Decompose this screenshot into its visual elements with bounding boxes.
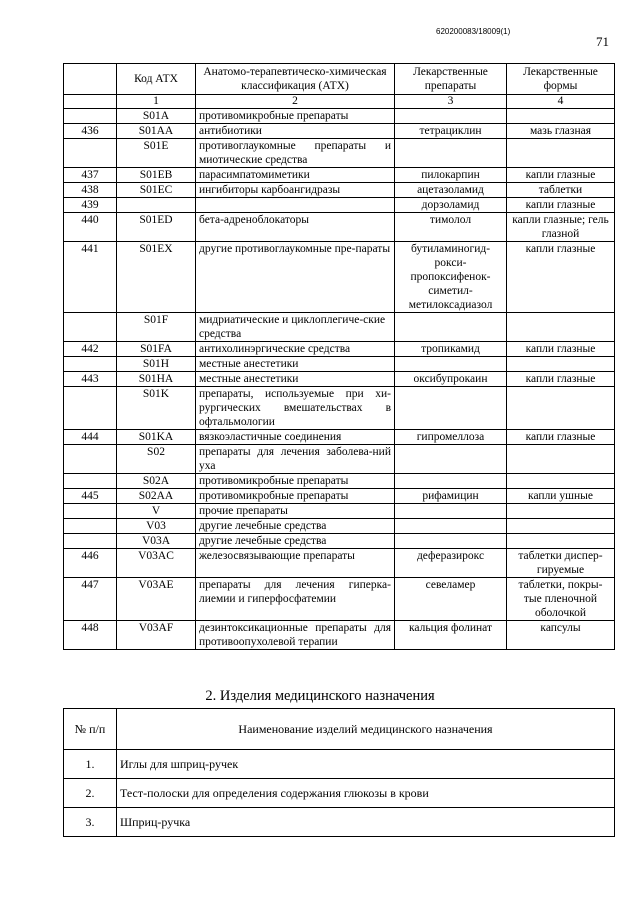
atx-code-cell: S01EC xyxy=(117,183,196,198)
section-title: 2. Изделия медицинского назначения xyxy=(205,688,435,704)
table-row xyxy=(64,183,615,198)
classification-cell: местные анестетики xyxy=(196,357,395,372)
header-cell-drugs: Лекарственные препараты xyxy=(395,64,507,95)
dosage-form-cell xyxy=(507,357,615,372)
column-number: 4 xyxy=(507,95,615,109)
classification-cell: препараты для лечения гиперка-лиемии и гиперфосфатемии xyxy=(196,578,395,621)
drug-name-cell: деферазирокс xyxy=(395,549,507,578)
atx-code-cell: V03AF xyxy=(117,621,196,650)
drug-name-cell xyxy=(395,313,507,342)
device-number-cell: 3. xyxy=(64,808,117,837)
table-row xyxy=(64,372,615,387)
column-number-blank xyxy=(64,95,117,109)
row-number-cell xyxy=(64,474,117,489)
table-row xyxy=(64,534,615,549)
device-name-cell: Шприц-ручка xyxy=(117,808,615,837)
dosage-form-cell xyxy=(507,474,615,489)
table-row xyxy=(64,430,615,445)
table-row xyxy=(64,474,615,489)
row-number-cell xyxy=(64,445,117,474)
classification-cell: вязкоэластичные соединения xyxy=(196,430,395,445)
row-number-cell: 443 xyxy=(64,372,117,387)
table-row xyxy=(64,489,615,504)
row-number-cell: 446 xyxy=(64,549,117,578)
dosage-form-cell: капли ушные xyxy=(507,489,615,504)
classification-cell: другие лечебные средства xyxy=(196,534,395,549)
atx-code-cell: S01KA xyxy=(117,430,196,445)
row-number-cell: 445 xyxy=(64,489,117,504)
drug-name-cell: ацетазоламид xyxy=(395,183,507,198)
classification-cell: антихолинэргические средства xyxy=(196,342,395,357)
classification-cell: ингибиторы карбоангидразы xyxy=(196,183,395,198)
table-row xyxy=(64,313,615,342)
column-number: 3 xyxy=(395,95,507,109)
row-number-cell: 436 xyxy=(64,124,117,139)
classification-cell: препараты, используемые при хи-рургических вмешательствах в офтальмологии xyxy=(196,387,395,430)
row-number-cell: 440 xyxy=(64,213,117,242)
table-row xyxy=(64,445,615,474)
dosage-form-cell: капли глазные xyxy=(507,430,615,445)
atx-code-cell: V03A xyxy=(117,534,196,549)
dosage-form-cell: мазь глазная xyxy=(507,124,615,139)
header-cell-number xyxy=(64,64,117,95)
table-row xyxy=(64,808,615,837)
atx-code-cell: S01E xyxy=(117,139,196,168)
atx-code-cell: S01ED xyxy=(117,213,196,242)
dosage-form-cell: капли глазные xyxy=(507,342,615,357)
drug-name-cell: дорзоламид xyxy=(395,198,507,213)
drug-name-cell: бутиламиногид-рокси-пропоксифенок-симетил-метилоксадиазол xyxy=(395,242,507,313)
header-cell-classification: Анатомо-терапевтическо-химическая классификация (АТХ) xyxy=(196,64,395,95)
dosage-form-cell xyxy=(507,109,615,124)
row-number-cell xyxy=(64,534,117,549)
table-row xyxy=(64,387,615,430)
device-number-cell: 2. xyxy=(64,779,117,808)
row-number-cell: 441 xyxy=(64,242,117,313)
atx-code-cell: S01FA xyxy=(117,342,196,357)
table-header-row xyxy=(64,64,615,95)
table-row xyxy=(64,549,615,578)
atx-code-cell: S01EX xyxy=(117,242,196,313)
dosage-form-cell xyxy=(507,387,615,430)
table-row xyxy=(64,109,615,124)
drug-name-cell: рифамицин xyxy=(395,489,507,504)
dosage-form-cell: капли глазные xyxy=(507,198,615,213)
dosage-form-cell xyxy=(507,139,615,168)
dosage-form-cell: капли глазные xyxy=(507,372,615,387)
drug-name-cell xyxy=(395,387,507,430)
atx-code-cell: S01AA xyxy=(117,124,196,139)
table-row xyxy=(64,242,615,313)
dosage-form-cell xyxy=(507,445,615,474)
column-number: 2 xyxy=(196,95,395,109)
atx-code-cell: V xyxy=(117,504,196,519)
classification-cell: дезинтоксикационные препараты для противоопухолевой терапии xyxy=(196,621,395,650)
classification-cell xyxy=(196,198,395,213)
header-cell-number: № п/п xyxy=(64,709,117,750)
classification-cell: другие противоглаукомные пре-параты xyxy=(196,242,395,313)
table-row xyxy=(64,124,615,139)
classification-cell: противоглаукомные препараты и миотические средства xyxy=(196,139,395,168)
column-number: 1 xyxy=(117,95,196,109)
drug-name-cell xyxy=(395,474,507,489)
row-number-cell: 448 xyxy=(64,621,117,650)
classification-cell: препараты для лечения заболева-ний уха xyxy=(196,445,395,474)
classification-cell: бета-адреноблокаторы xyxy=(196,213,395,242)
table-row xyxy=(64,168,615,183)
classification-cell: местные анестетики xyxy=(196,372,395,387)
drug-name-cell: севеламер xyxy=(395,578,507,621)
table-row xyxy=(64,504,615,519)
atx-code-cell: S02A xyxy=(117,474,196,489)
classification-cell: противомикробные препараты xyxy=(196,474,395,489)
devices-header-row xyxy=(64,709,615,750)
dosage-form-cell xyxy=(507,519,615,534)
dosage-form-cell: капсулы xyxy=(507,621,615,650)
dosage-form-cell xyxy=(507,534,615,549)
atx-code-cell: V03 xyxy=(117,519,196,534)
dosage-form-cell: капли глазные; гель глазной xyxy=(507,213,615,242)
drug-name-cell xyxy=(395,139,507,168)
atx-code-cell: S02 xyxy=(117,445,196,474)
classification-cell: железосвязывающие препараты xyxy=(196,549,395,578)
table-row xyxy=(64,621,615,650)
device-name-cell: Иглы для шприц-ручек xyxy=(117,750,615,779)
classification-cell: мидриатические и циклоплегиче-ские средства xyxy=(196,313,395,342)
header-cell-atx-code: Код АТХ xyxy=(117,64,196,95)
row-number-cell xyxy=(64,313,117,342)
atx-code-cell: S01H xyxy=(117,357,196,372)
table-row xyxy=(64,779,615,808)
column-number-row xyxy=(64,95,615,109)
classification-cell: противомикробные препараты xyxy=(196,109,395,124)
row-number-cell: 442 xyxy=(64,342,117,357)
drug-name-cell xyxy=(395,109,507,124)
atx-code-cell xyxy=(117,198,196,213)
row-number-cell: 447 xyxy=(64,578,117,621)
header-cell-device-name: Наименование изделий медицинского назначения xyxy=(117,709,615,750)
page-number: 71 xyxy=(596,34,609,49)
table-row xyxy=(64,750,615,779)
dosage-form-cell: таблетки, покры-тые пленочной оболочкой xyxy=(507,578,615,621)
table-row xyxy=(64,342,615,357)
drug-name-cell xyxy=(395,534,507,549)
drug-name-cell xyxy=(395,445,507,474)
drug-name-cell: тимолол xyxy=(395,213,507,242)
header-cell-forms: Лекарственные формы xyxy=(507,64,615,95)
dosage-form-cell: капли глазные xyxy=(507,242,615,313)
atx-code-cell: S01K xyxy=(117,387,196,430)
classification-cell: антибиотики xyxy=(196,124,395,139)
classification-cell: другие лечебные средства xyxy=(196,519,395,534)
drug-name-cell: оксибупрокаин xyxy=(395,372,507,387)
atx-code-cell: S01EB xyxy=(117,168,196,183)
atx-code-cell: V03AC xyxy=(117,549,196,578)
drug-name-cell xyxy=(395,357,507,372)
row-number-cell xyxy=(64,504,117,519)
atx-code-cell: S02AA xyxy=(117,489,196,504)
document-code: 620200083/18009(1) xyxy=(436,27,511,36)
dosage-form-cell: таблетки диспер-гируемые xyxy=(507,549,615,578)
dosage-form-cell: таблетки xyxy=(507,183,615,198)
row-number-cell xyxy=(64,519,117,534)
table-row xyxy=(64,578,615,621)
drug-name-cell: кальция фолинат xyxy=(395,621,507,650)
atx-drug-table xyxy=(63,63,615,650)
drug-name-cell: гипромеллоза xyxy=(395,430,507,445)
atx-code-cell: S01F xyxy=(117,313,196,342)
atx-code-cell: S01HA xyxy=(117,372,196,387)
atx-code-cell: V03AE xyxy=(117,578,196,621)
drug-name-cell: тетрациклин xyxy=(395,124,507,139)
atx-code-cell: S01A xyxy=(117,109,196,124)
row-number-cell: 438 xyxy=(64,183,117,198)
row-number-cell xyxy=(64,387,117,430)
drug-name-cell: тропикамид xyxy=(395,342,507,357)
classification-cell: противомикробные препараты xyxy=(196,489,395,504)
row-number-cell xyxy=(64,357,117,372)
table-row xyxy=(64,213,615,242)
dosage-form-cell xyxy=(507,504,615,519)
table-row xyxy=(64,357,615,372)
drug-name-cell: пилокарпин xyxy=(395,168,507,183)
row-number-cell xyxy=(64,109,117,124)
row-number-cell: 439 xyxy=(64,198,117,213)
device-name-cell: Тест-полоски для определения содержания глюкозы в крови xyxy=(117,779,615,808)
table-row xyxy=(64,139,615,168)
drug-name-cell xyxy=(395,519,507,534)
drug-name-cell xyxy=(395,504,507,519)
row-number-cell: 444 xyxy=(64,430,117,445)
row-number-cell xyxy=(64,139,117,168)
device-number-cell: 1. xyxy=(64,750,117,779)
classification-cell: прочие препараты xyxy=(196,504,395,519)
medical-devices-table xyxy=(63,708,615,837)
classification-cell: парасимпатомиметики xyxy=(196,168,395,183)
table-row xyxy=(64,519,615,534)
table-row xyxy=(64,198,615,213)
row-number-cell: 437 xyxy=(64,168,117,183)
dosage-form-cell: капли глазные xyxy=(507,168,615,183)
dosage-form-cell xyxy=(507,313,615,342)
